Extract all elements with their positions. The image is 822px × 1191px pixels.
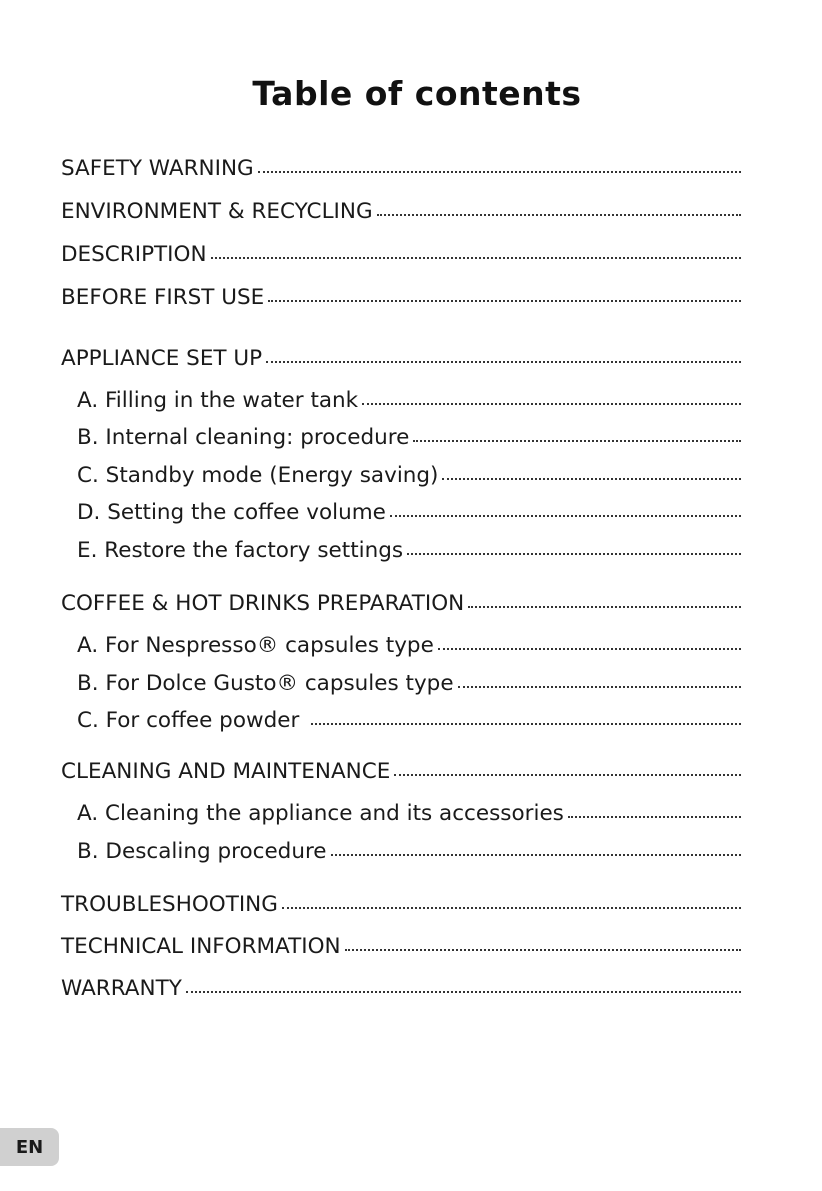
toc-entry-coffee-powder[interactable] [0, 707, 741, 735]
dot-leader [458, 686, 741, 688]
toc-entry-factory-settings[interactable] [0, 537, 741, 565]
toc-entry-coffee-hot-drinks[interactable] [0, 590, 741, 618]
dot-leader [442, 478, 741, 480]
dot-leader [311, 723, 741, 725]
dot-leader [211, 257, 741, 259]
dot-leader [377, 214, 741, 216]
toc-entry-label: CLEANING AND MAINTENANCE [61, 759, 391, 784]
language-badge [0, 1128, 59, 1166]
toc-entry-label: DESCRIPTION [61, 242, 207, 267]
toc-entry-technical-information[interactable] [0, 933, 741, 961]
toc-entry-label: TROUBLESHOOTING [61, 892, 278, 917]
toc-entry-label: D. Setting the coffee volume [77, 500, 386, 525]
toc-entry-label: APPLIANCE SET UP [61, 346, 263, 371]
toc-entry-label: C. For coffee powder [77, 708, 300, 733]
dot-leader [282, 907, 741, 909]
dot-leader [258, 171, 741, 173]
toc-entry-description[interactable] [0, 241, 741, 269]
toc-entry-label: A. Cleaning the appliance and its accessories [77, 801, 564, 826]
dot-leader [438, 648, 741, 650]
toc-entry-troubleshooting[interactable] [0, 891, 741, 919]
dot-leader [186, 991, 741, 993]
toc-entry-label: B. Internal cleaning: procedure [77, 425, 410, 450]
toc-entry-cleaning-maintenance[interactable] [0, 758, 741, 786]
toc-entry-descaling[interactable] [0, 838, 741, 866]
toc-entry-filling-water-tank[interactable] [0, 387, 741, 415]
dot-leader [331, 854, 741, 856]
dot-leader [413, 440, 741, 442]
dot-leader [390, 515, 741, 517]
dot-leader [468, 606, 741, 608]
toc-entry-label: COFFEE & HOT DRINKS PREPARATION [61, 591, 465, 616]
toc-entry-cleaning-appliance[interactable] [0, 800, 741, 828]
dot-leader [266, 361, 741, 363]
toc-entry-label: A. For Nespresso® capsules type [77, 633, 434, 658]
dot-leader [268, 300, 741, 302]
toc-entry-label: A. Filling in the water tank [77, 388, 359, 413]
toc-entry-label: WARRANTY [61, 976, 182, 1001]
dot-leader [568, 816, 741, 818]
page-title: Table of contents [252, 74, 582, 113]
dot-leader [362, 403, 741, 405]
toc-entry-label: B. Descaling procedure [77, 839, 327, 864]
toc-entry-label: B. For Dolce Gusto® capsules type [77, 671, 454, 696]
toc-entry-label: SAFETY WARNING [61, 156, 254, 181]
toc-entry-safety-warning[interactable] [0, 155, 741, 183]
language-badge-label: EN [15, 1136, 44, 1158]
dot-leader [407, 553, 741, 555]
toc-entry-dolce-gusto-capsules[interactable] [0, 670, 741, 698]
toc-entry-nespresso-capsules[interactable] [0, 632, 741, 660]
toc-entry-warranty[interactable] [0, 975, 741, 1003]
toc-entry-before-first-use[interactable] [0, 284, 741, 312]
toc-entry-label: TECHNICAL INFORMATION [61, 934, 341, 959]
toc-entry-label: BEFORE FIRST USE [61, 285, 265, 310]
toc-entry-label: C. Standby mode (Energy saving) [77, 463, 439, 488]
toc-entry-standby-mode[interactable] [0, 462, 741, 490]
toc-entry-internal-cleaning[interactable] [0, 424, 741, 452]
toc-entry-appliance-set-up[interactable] [0, 345, 741, 373]
dot-leader [394, 774, 741, 776]
toc-entry-coffee-volume[interactable] [0, 499, 741, 527]
toc-entry-label: E. Restore the factory settings [77, 538, 404, 563]
toc-entry-label: ENVIRONMENT & RECYCLING [61, 199, 373, 224]
toc-entry-environment-recycling[interactable] [0, 198, 741, 226]
dot-leader [345, 949, 741, 951]
